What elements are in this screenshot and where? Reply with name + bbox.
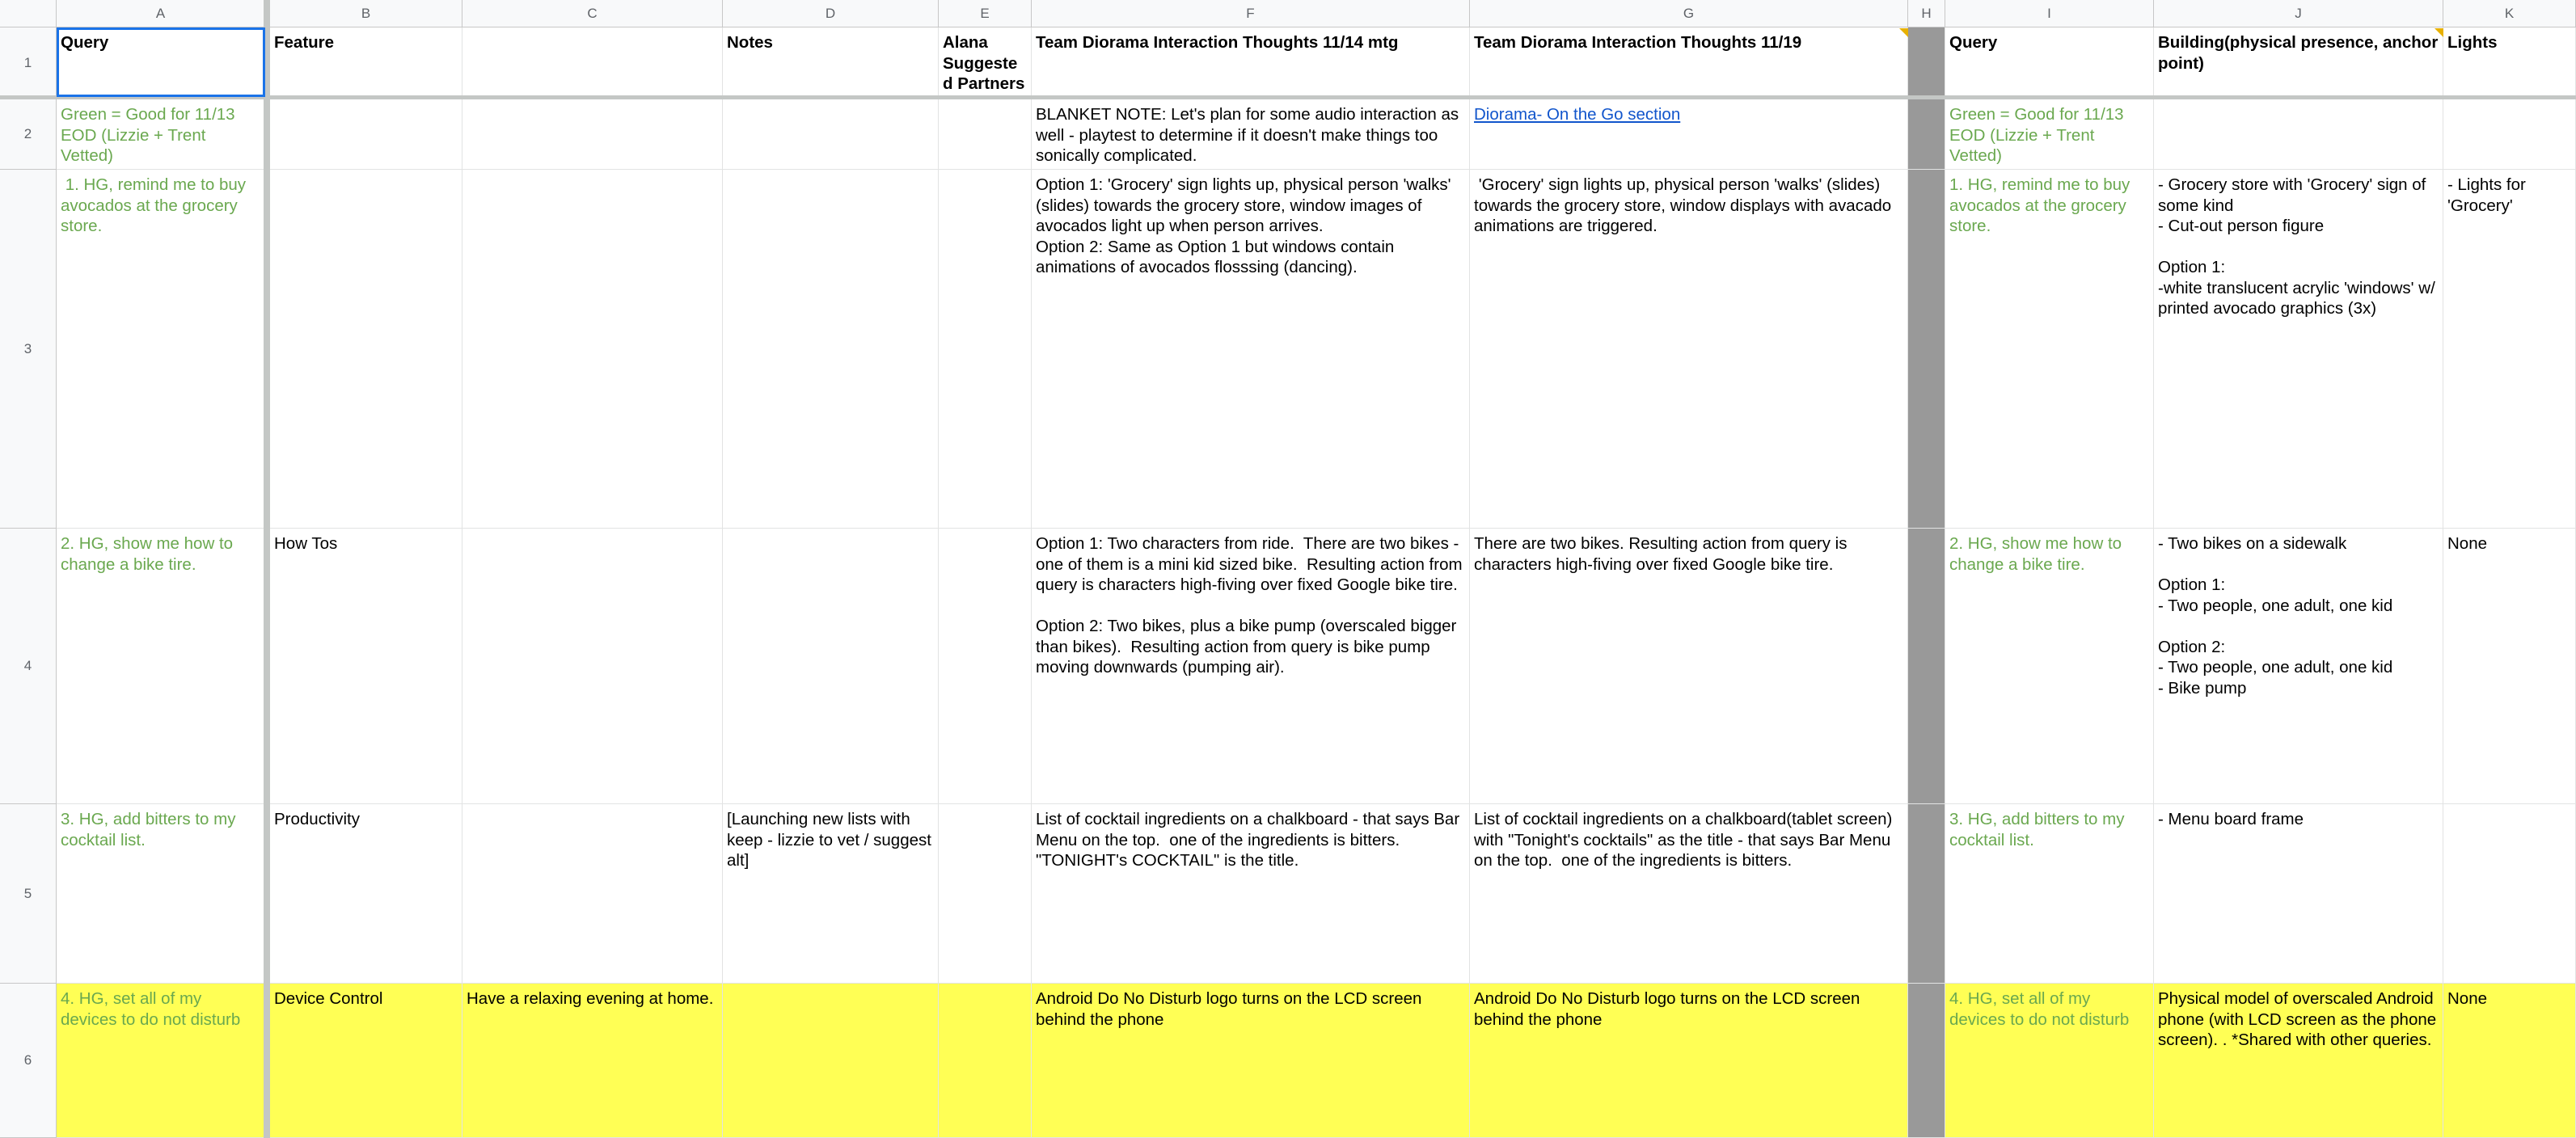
cell-d3[interactable] bbox=[723, 170, 939, 529]
column-header-i[interactable]: I bbox=[1945, 0, 2154, 27]
cell-i2[interactable]: Green = Good for 11/13 EOD (Lizzie + Trent Vetted) bbox=[1945, 99, 2154, 170]
cell-d6[interactable] bbox=[723, 984, 939, 1138]
column-header-e[interactable]: E bbox=[939, 0, 1032, 27]
cell-b4[interactable]: How Tos bbox=[270, 529, 462, 804]
cell-d5[interactable]: [Launching new lists with keep - lizzie to vet / suggest alt] bbox=[723, 804, 939, 984]
cell-c1[interactable] bbox=[462, 27, 723, 99]
cell-k3[interactable]: - Lights for 'Grocery' bbox=[2443, 170, 2576, 529]
cell-g5[interactable]: List of cocktail ingredients on a chalkboard(tablet screen) with "Tonight's cocktails" as the title - that says Bar Menu on the top. one of the ingredients is bitters. bbox=[1470, 804, 1908, 984]
cell-f5[interactable]: List of cocktail ingredients on a chalkboard - that says Bar Menu on the top. one of the ingredients is bitters. "TONIGHT's COCKTAIL" is the title. bbox=[1032, 804, 1470, 984]
cell-f1[interactable]: Team Diorama Interaction Thoughts 11/14 mtg bbox=[1032, 27, 1470, 99]
diorama-section-link[interactable]: Diorama- On the Go section bbox=[1474, 105, 1681, 124]
cell-h1[interactable] bbox=[1908, 27, 1945, 99]
cell-d1[interactable]: Notes bbox=[723, 27, 939, 99]
cell-g4[interactable]: There are two bikes. Resulting action from query is characters high-fiving over fixed Google bike tire. bbox=[1470, 529, 1908, 804]
column-header-b[interactable]: B bbox=[270, 0, 462, 27]
note-indicator-icon[interactable] bbox=[1899, 28, 1908, 37]
cell-j3[interactable]: - Grocery store with 'Grocery' sign of some kind - Cut-out person figure Option 1: -white translucent acrylic 'windows' w/ printed avocado graphics (3x) bbox=[2154, 170, 2443, 529]
cell-e1[interactable]: Alana Suggested Partners bbox=[939, 27, 1032, 99]
cell-d4[interactable] bbox=[723, 529, 939, 804]
column-header-a[interactable]: A bbox=[57, 0, 265, 27]
row-header-4[interactable]: 4 bbox=[0, 529, 57, 804]
cell-f2[interactable]: BLANKET NOTE: Let's plan for some audio interaction as well - playtest to determine if it doesn't make things too sonically complicated. bbox=[1032, 99, 1470, 170]
cell-b3[interactable] bbox=[270, 170, 462, 529]
row-header-2[interactable]: 2 bbox=[0, 99, 57, 170]
cell-g1[interactable]: Team Diorama Interaction Thoughts 11/19 bbox=[1470, 27, 1908, 99]
cell-h3[interactable] bbox=[1908, 170, 1945, 529]
cell-h6[interactable] bbox=[1908, 984, 1945, 1138]
cell-e6[interactable] bbox=[939, 984, 1032, 1138]
cell-b6[interactable]: Device Control bbox=[270, 984, 462, 1138]
cell-k2[interactable] bbox=[2443, 99, 2576, 170]
cell-f6[interactable]: Android Do No Disturb logo turns on the LCD screen behind the phone bbox=[1032, 984, 1470, 1138]
cell-h2[interactable] bbox=[1908, 99, 1945, 170]
cell-f4[interactable]: Option 1: Two characters from ride. There are two bikes - one of them is a mini kid sized bike. Resulting action from query is characters high-fiving over fixed Google bike tire. Option 2: Two bikes, plus a bike pump (overscaled bigger than bikes). Resulting action from query is bike pump moving downwards (pumping air). bbox=[1032, 529, 1470, 804]
row-header-6[interactable]: 6 bbox=[0, 984, 57, 1138]
cell-b2[interactable] bbox=[270, 99, 462, 170]
cell-j4[interactable]: - Two bikes on a sidewalk Option 1: - Two people, one adult, one kid Option 2: - Two people, one adult, one kid - Bike pump bbox=[2154, 529, 2443, 804]
frozen-rows-divider[interactable] bbox=[0, 95, 2576, 99]
cell-h4[interactable] bbox=[1908, 529, 1945, 804]
cell-a6[interactable]: 4. HG, set all of my devices to do not disturb bbox=[57, 984, 265, 1138]
cell-k6[interactable]: None bbox=[2443, 984, 2576, 1138]
cell-g3[interactable]: 'Grocery' sign lights up, physical person 'walks' (slides) towards the grocery store, window displays with avacado animations are triggered. bbox=[1470, 170, 1908, 529]
cell-c3[interactable] bbox=[462, 170, 723, 529]
cell-c5[interactable] bbox=[462, 804, 723, 984]
column-header-d[interactable]: D bbox=[723, 0, 939, 27]
cell-a5[interactable]: 3. HG, add bitters to my cocktail list. bbox=[57, 804, 265, 984]
cell-b1[interactable]: Feature bbox=[270, 27, 462, 99]
cell-e4[interactable] bbox=[939, 529, 1032, 804]
cell-e5[interactable] bbox=[939, 804, 1032, 984]
row-header-1[interactable]: 1 bbox=[0, 27, 57, 99]
cell-f3[interactable]: Option 1: 'Grocery' sign lights up, physical person 'walks' (slides) towards the grocery store, window images of avocados light up when person arrives. Option 2: Same as Option 1 but windows contain animations of avocados flosssing (dancing). bbox=[1032, 170, 1470, 529]
frozen-columns-divider[interactable] bbox=[264, 0, 270, 1138]
cell-a3[interactable]: 1. HG, remind me to buy avocados at the grocery store. bbox=[57, 170, 265, 529]
column-header-g[interactable]: G bbox=[1470, 0, 1908, 27]
cell-e2[interactable] bbox=[939, 99, 1032, 170]
row-header-5[interactable]: 5 bbox=[0, 804, 57, 984]
cell-k1[interactable]: Lights bbox=[2443, 27, 2576, 99]
column-header-j[interactable]: J bbox=[2154, 0, 2443, 27]
cell-c4[interactable] bbox=[462, 529, 723, 804]
cell-j2[interactable] bbox=[2154, 99, 2443, 170]
cell-d2[interactable] bbox=[723, 99, 939, 170]
cell-c6[interactable]: Have a relaxing evening at home. bbox=[462, 984, 723, 1138]
cell-k4[interactable]: None bbox=[2443, 529, 2576, 804]
cell-g6[interactable]: Android Do No Disturb logo turns on the LCD screen behind the phone bbox=[1470, 984, 1908, 1138]
cell-i4[interactable]: 2. HG, show me how to change a bike tire. bbox=[1945, 529, 2154, 804]
cell-k5[interactable] bbox=[2443, 804, 2576, 984]
cell-e3[interactable] bbox=[939, 170, 1032, 529]
note-indicator-icon[interactable] bbox=[2435, 28, 2443, 37]
cell-j5[interactable]: - Menu board frame bbox=[2154, 804, 2443, 984]
cell-i3[interactable]: 1. HG, remind me to buy avocados at the grocery store. bbox=[1945, 170, 2154, 529]
row-header-3[interactable]: 3 bbox=[0, 170, 57, 529]
column-header-h[interactable]: H bbox=[1908, 0, 1945, 27]
cell-j6[interactable]: Physical model of overscaled Android phone (with LCD screen as the phone screen). . *Shared with other queries. bbox=[2154, 984, 2443, 1138]
cell-j1[interactable]: Building(physical presence, anchor point) bbox=[2154, 27, 2443, 99]
column-header-k[interactable]: K bbox=[2443, 0, 2576, 27]
cell-c2[interactable] bbox=[462, 99, 723, 170]
column-header-c[interactable]: C bbox=[462, 0, 723, 27]
cell-i1[interactable]: Query bbox=[1945, 27, 2154, 99]
cell-a4[interactable]: 2. HG, show me how to change a bike tire. bbox=[57, 529, 265, 804]
cell-i5[interactable]: 3. HG, add bitters to my cocktail list. bbox=[1945, 804, 2154, 984]
select-all-corner[interactable] bbox=[0, 0, 57, 27]
cell-b5[interactable]: Productivity bbox=[270, 804, 462, 984]
cell-h5[interactable] bbox=[1908, 804, 1945, 984]
cell-a2[interactable]: Green = Good for 11/13 EOD (Lizzie + Trent Vetted) bbox=[57, 99, 265, 170]
cell-g2[interactable] bbox=[1470, 99, 1908, 170]
column-header-f[interactable]: F bbox=[1032, 0, 1470, 27]
cell-a1[interactable]: Query bbox=[57, 27, 265, 99]
cell-i6[interactable]: 4. HG, set all of my devices to do not disturb bbox=[1945, 984, 2154, 1138]
